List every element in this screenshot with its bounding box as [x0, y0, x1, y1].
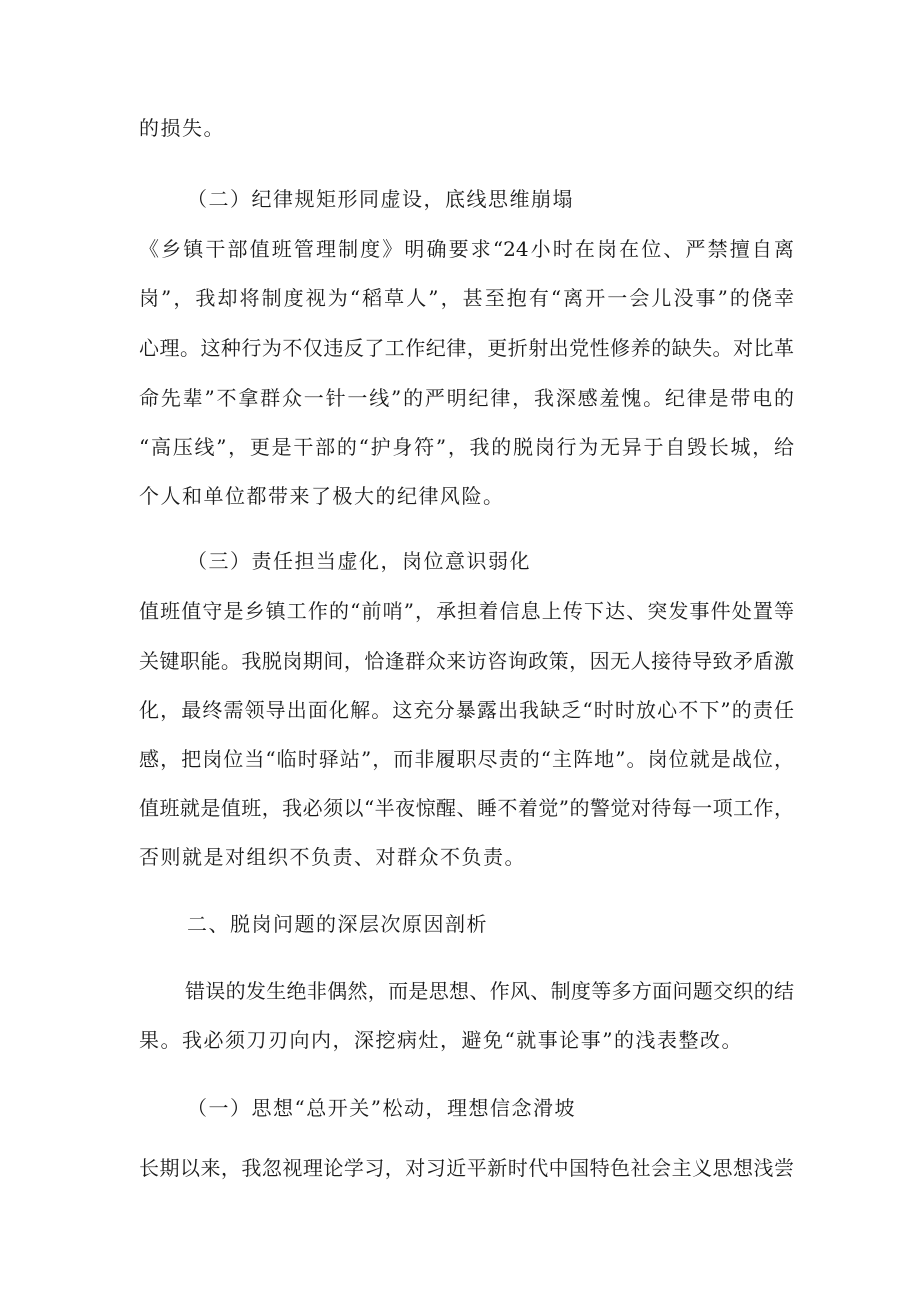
paragraph-line: 关键职能。我脱岗期间，恰逢群众来访咨询政策，因无人接待导致矛盾激 [139, 649, 794, 673]
paragraph-line: 个人和单位都带来了极大的纪律风险。 [139, 484, 505, 508]
paragraph-line: 岗”，我却将制度视为“稻草人”，甚至抱有“离开一会儿没事”的侥幸 [139, 286, 794, 310]
section-heading: 二、脱岗问题的深层次原因剖析 [187, 912, 488, 936]
paragraph-line: 《乡镇干部值班管理制度》明确要求“24小时在岗在位、严禁擅自离 [139, 237, 794, 261]
paragraph-line: 命先辈”不拿群众一针一线”的严明纪律，我深感羞愧。纪律是带电的 [139, 386, 794, 410]
paragraph-line: 长期以来，我忽视理论学习，对习近平新时代中国特色社会主义思想浅尝 [139, 1156, 794, 1180]
paragraph-line: “高压线”，更是干部的“护身符”，我的脱岗行为无异于自毁长城，给 [139, 435, 794, 459]
section-heading: （三）责任担当虚化，岗位意识弱化 [187, 549, 531, 573]
paragraph-line: 化，最终需领导出面化解。这充分暴露出我缺乏“时时放心不下”的责任 [139, 698, 794, 722]
paragraph-line: 果。我必须刀刃向内，深挖病灶，避免“就事论事”的浅表整改。 [139, 1028, 743, 1052]
paragraph-line: 的损失。 [139, 116, 225, 140]
section-heading: （二）纪律规矩形同虚设，底线思维崩塌 [187, 187, 574, 211]
paragraph-line: 心理。这种行为不仅违反了工作纪律，更折射出党性修养的缺失。对比革 [139, 336, 794, 360]
paragraph-line: 错误的发生绝非偶然，而是思想、作风、制度等多方面问题交织的结 [185, 979, 794, 1003]
paragraph-line: 感，把岗位当“临时驿站”，而非履职尽责的“主阵地”。岗位就是战位， [139, 747, 794, 771]
paragraph-line: 否则就是对组织不负责、对群众不负责。 [139, 845, 526, 869]
paragraph-line: 值班值守是乡镇工作的“前哨”，承担着信息上传下达、突发事件处置等 [139, 599, 794, 623]
paragraph-line: 值班就是值班，我必须以“半夜惊醒、睡不着觉”的警觉对待每一项工作， [139, 796, 794, 820]
section-heading: （一）思想“总开关”松动，理想信念滑坡 [187, 1096, 576, 1120]
